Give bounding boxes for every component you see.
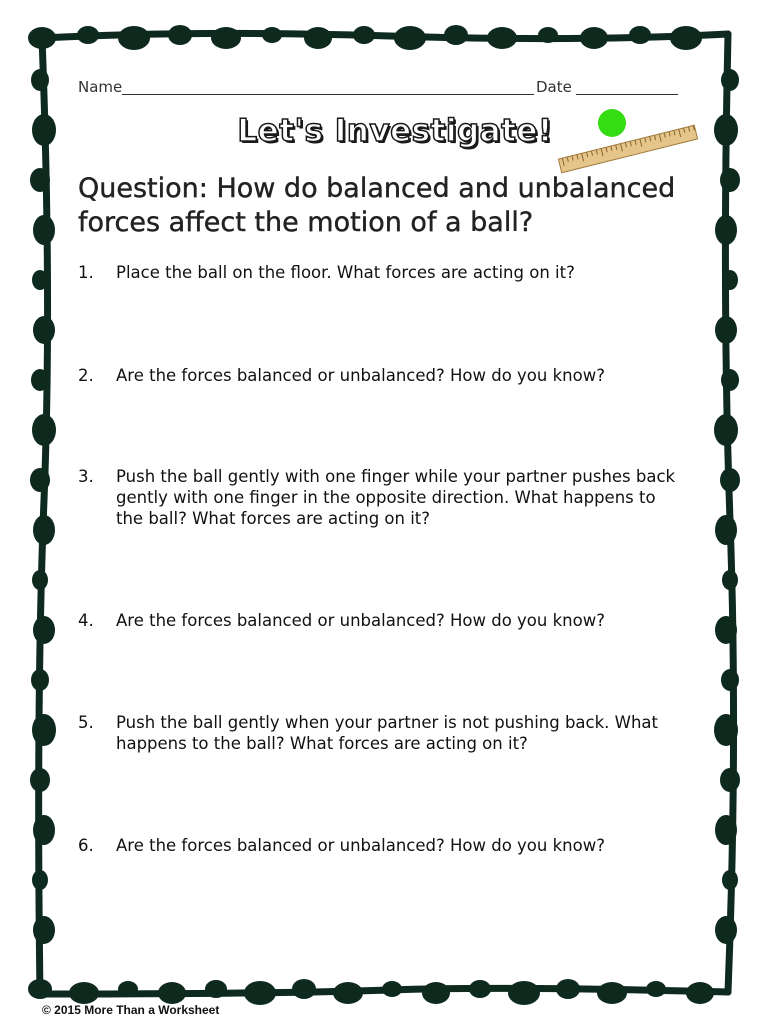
- border-dot: [715, 815, 737, 845]
- border-dot: [77, 26, 99, 44]
- border-dot: [715, 215, 737, 245]
- border-dot: [32, 870, 48, 890]
- border-dot: [382, 981, 402, 997]
- ruler-icon: [558, 125, 697, 172]
- border-dot: [720, 468, 740, 492]
- border-dot: [722, 570, 738, 590]
- border-dot: [33, 215, 55, 245]
- border-dot: [715, 916, 737, 944]
- border-dot: [714, 714, 738, 746]
- border-dot: [353, 26, 375, 44]
- date-label: Date: [536, 78, 572, 96]
- border-dot: [508, 981, 540, 1005]
- border-dot: [538, 27, 558, 43]
- border-dot: [158, 982, 186, 1004]
- step-text: Are the forces balanced or unbalanced? How do you know?: [116, 836, 605, 855]
- border-dot: [32, 570, 48, 590]
- border-dot: [629, 26, 651, 44]
- border-dot: [28, 979, 52, 999]
- border-dot: [31, 669, 49, 691]
- border-dot: [714, 414, 738, 446]
- border-dot: [720, 168, 740, 192]
- ball-and-ruler-art: [548, 104, 708, 174]
- page-title: Let's Investigate!: [237, 113, 553, 149]
- border-dot: [394, 26, 426, 50]
- name-label: Name: [78, 78, 123, 96]
- border-dot: [168, 25, 192, 45]
- border-dot: [670, 26, 702, 50]
- border-dot: [118, 26, 150, 50]
- border-dot: [32, 714, 56, 746]
- border-dot: [721, 69, 739, 91]
- step-number: 4.: [78, 611, 94, 630]
- border-dot: [304, 27, 332, 49]
- step-text: Are the forces balanced or unbalanced? How do you know?: [116, 611, 605, 630]
- border-dot: [69, 982, 99, 1004]
- border-dot: [646, 981, 666, 997]
- border-dot: [556, 979, 580, 999]
- border-dot: [292, 979, 316, 999]
- step-number: 1.: [78, 263, 94, 282]
- border-dot: [333, 982, 363, 1004]
- step-text: Push the ball gently with one finger while your partner pushes back gently with one finger in the opposite direction. What happens to the ball? What forces are acting on it?: [116, 467, 676, 528]
- name-date-line: [78, 78, 678, 100]
- border-dot: [487, 27, 517, 49]
- border-dot: [32, 414, 56, 446]
- border-dot: [715, 316, 737, 344]
- step-number: 5.: [78, 713, 94, 732]
- step-text: Are the forces balanced or unbalanced? How do you know?: [116, 366, 605, 385]
- border-dot: [30, 168, 50, 192]
- border-dot: [715, 515, 737, 545]
- investigation-question: Question: How do balanced and unbalanced forces affect the motion of a ball?: [78, 173, 676, 238]
- border-dot: [31, 369, 49, 391]
- step-number: 2.: [78, 366, 94, 385]
- border-dot: [30, 468, 50, 492]
- border-dot: [33, 316, 55, 344]
- border-dot: [33, 616, 55, 644]
- border-dot: [715, 616, 737, 644]
- date-field[interactable]: [576, 94, 678, 95]
- border-dot: [686, 982, 714, 1004]
- copyright-footer: © 2015 More Than a Worksheet: [42, 1003, 220, 1017]
- border-dot: [422, 982, 450, 1004]
- border-dot: [30, 768, 50, 792]
- border-dot: [33, 815, 55, 845]
- border-dot: [244, 981, 276, 1005]
- border-dot: [211, 27, 241, 49]
- border-dot: [118, 981, 138, 997]
- border-dot: [721, 669, 739, 691]
- border-dot: [721, 369, 739, 391]
- border-dot: [33, 515, 55, 545]
- step-text: Push the ball gently when your partner is not pushing back. What happens to the ball? What forces are acting on it?: [116, 713, 659, 753]
- border-dot: [444, 25, 468, 45]
- ball-icon: [598, 109, 626, 137]
- border-dot: [580, 27, 608, 49]
- step-number: 6.: [78, 836, 94, 855]
- border-dot: [32, 270, 48, 290]
- name-field[interactable]: [122, 94, 534, 95]
- border-dot: [205, 980, 227, 998]
- border-dot: [720, 768, 740, 792]
- step-text: Place the ball on the floor. What forces are acting on it?: [116, 263, 575, 282]
- border-dot: [722, 270, 738, 290]
- step-number: 3.: [78, 467, 94, 486]
- border-dot: [31, 69, 49, 91]
- border-dot: [597, 982, 627, 1004]
- border-dot: [262, 27, 282, 43]
- border-dot: [722, 870, 738, 890]
- border-dot: [28, 27, 56, 49]
- border-dot: [33, 916, 55, 944]
- border-dot: [469, 980, 491, 998]
